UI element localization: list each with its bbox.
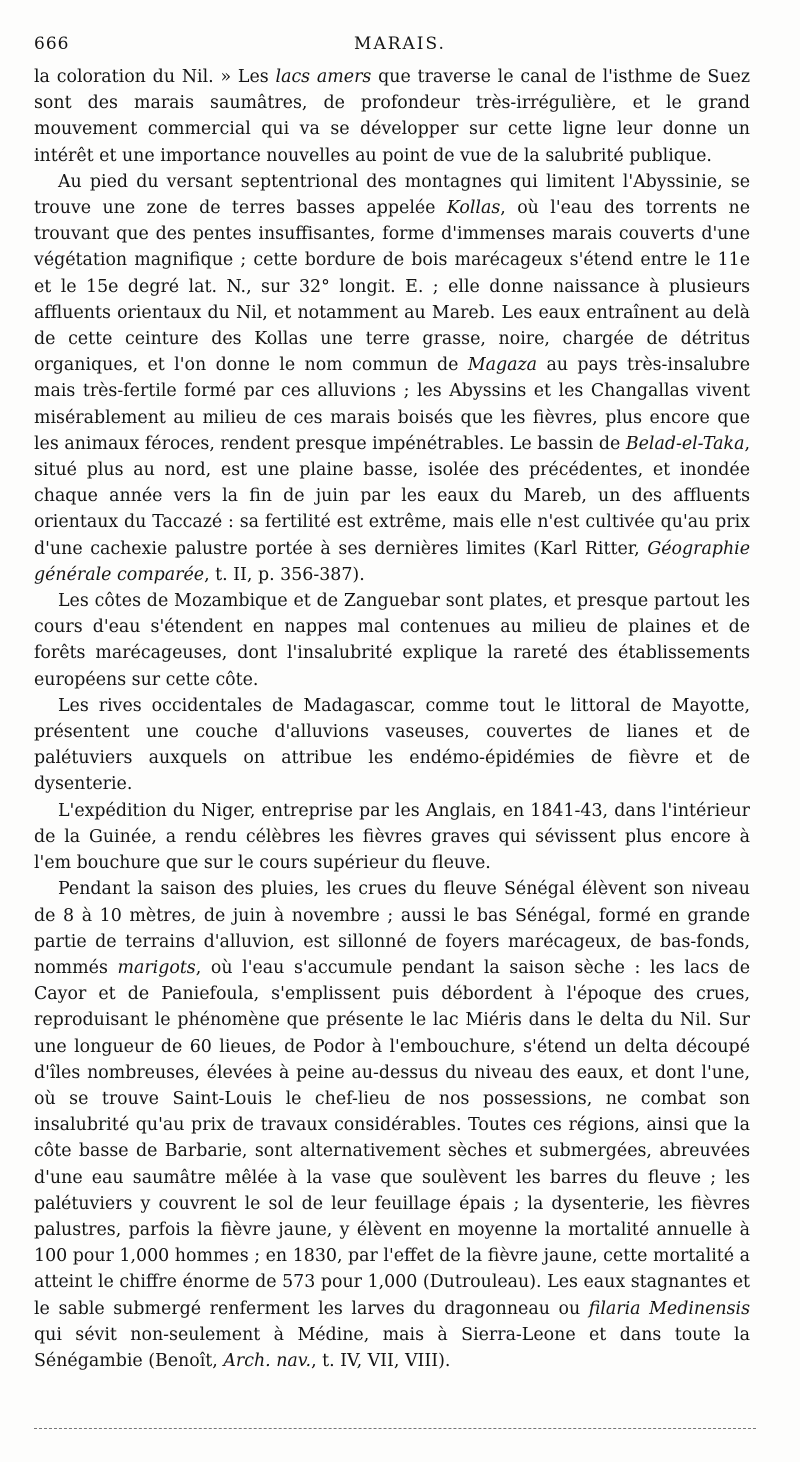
italic-text: Kollas <box>446 198 501 219</box>
text-run: , t. IV, VII, VIII). <box>311 1350 451 1371</box>
running-title: MARAIS. <box>354 34 446 54</box>
italic-text: Belad-el-Taka <box>625 433 745 454</box>
italic-text: Géographie générale comparée <box>34 538 750 585</box>
text-run: , situé plus au nord, est une plaine basse, isolée des précédentes, et inondée chaque année vers la fin de juin par les eaux du Mareb, un des affluents orientaux du Taccazé : sa fertilité est extrême, mais elle n'est cultivée qu'au prix d'une cachexie palustre portée à ses dernières limites (Karl Ritter, <box>34 433 750 559</box>
paragraph <box>34 64 750 169</box>
paragraph <box>34 588 750 693</box>
page-header <box>34 34 754 62</box>
italic-text: marigots <box>117 957 196 978</box>
text-run: que traverse le canal de l'isthme de Suez sont des marais saumâtres, de profondeur très-irrégulière, et le grand mouvement commercial qui va se développer sur cette ligne leur donne un intérêt et une importance nouvelles au point de vue de la salubrité publique. <box>34 67 750 166</box>
text-run: Les rives occidentales de Madagascar, comme tout le littoral de Mayotte, présentent une couche d'alluvions vaseuses, couvertes de lianes et de palétuviers auxquels on attribue les endémo-épidémies de fièvre et de dysenterie. <box>34 695 750 795</box>
text-run: , où l'eau s'accumule pendant la saison sèche : les lacs de Cayor et de Paniefoula, s'emplissent puis débordent à l'époque des crues, reproduisant le phénomène que présente le lac Miéris dans le delta du Nil. Sur une longueur de 60 lieues, de Podor à l'embouchure, s'étend un delta découpé d'îles nombreuses, élevées à peine au-dessus du niveau des eaux, et dont l'une, où se trouve Saint-Louis le chef-lieu de nos possessions, ne combat son insalubrité qu'au prix de travaux considérables. Toutes ces régions, ainsi que la côte basse de Barbarie, sont alternativement sèches et submergées, abreuvées d'une eau saumâtre mêlée à la vase que soulèvent les barres du fleuve ; les palétuviers y couvrent le sol de leur feuillage épais ; la dysenterie, les fièvres palustres, parfois la fièvre jaune, y élèvent en moyenne la mortalité annuelle à 100 pour 1,000 hommes ; en 1830, par l'effet de la fièvre jaune, cette mortalité a atteint le chiffre énorme de 573 pour 1,000 (Dutrouleau). Les eaux stagnantes et le sable submergé renferment les larves du dragonneau ou <box>34 957 750 1319</box>
text-run: Pendant la saison des pluies, les crues du fleuve Sénégal élèvent son niveau de 8 à 10 mètres, de juin à novembre ; aussi le bas Sénégal, formé en grande partie de terrains d'alluvion, est sillonné de foyers marécageux, de bas-fonds, nommés <box>34 879 750 978</box>
text-run: la coloration du Nil. » Les <box>34 67 276 87</box>
italic-text: Arch. nav. <box>223 1350 312 1371</box>
page-number: 666 <box>34 34 70 54</box>
text-run: , t. II, p. 356-387). <box>204 564 365 585</box>
text-run: , où l'eau des torrents ne trouvant que des pentes insuffisantes, forme d'immenses marais couverts d'une végétation magnifique ; cette bordure de bois marécageux s'étend entre le 11e et le 15e degré lat. N., sur 32° longit. E. ; elle donne naissance à plusieurs affluents orientaux du Nil, et notamment au Mareb. Les eaux entraînent au delà de cette ceinture des Kollas une terre grasse, noire, chargée de détritus organiques, et l'on donne le nom commun de <box>34 198 750 376</box>
paragraph <box>34 169 750 588</box>
text-run: Les côtes de Mozambique et de Zanguebar sont plates, et presque partout les cours d'eau s'étendent en nappes mal contenues au milieu de plaines et de forêts marécageuses, dont l'insalubrité explique la rareté des établissements européens sur cette côte. <box>34 591 750 690</box>
text-run: qui sévit non-seulement à Médine, mais à Sierra-Leone et dans toute la Sénégambie (Benoît, <box>34 1324 750 1371</box>
italic-text: filaria Medinensis <box>588 1298 750 1319</box>
paragraph <box>34 876 750 1374</box>
footer-rule <box>34 1428 756 1429</box>
text-run: L'expédition du Niger, entreprise par les Anglais, en 1841-43, dans l'intérieur de la Guinée, a rendu célèbres les fièvres graves qui sévissent plus encore à l'em bouchure que sur le cours supérieur du fleuve. <box>34 800 750 874</box>
body-text <box>34 64 750 1374</box>
italic-text: Magaza <box>467 355 538 376</box>
text-run: Au pied du versant septentrional des montagnes qui limitent l'Abyssinie, se trouve une zone de terres basses appelée <box>34 171 750 219</box>
italic-text: lacs amers <box>275 67 372 87</box>
text-run: au pays très-insalubre mais très-fertile formé par ces alluvions ; les Abyssins et les Changallas vivent misérablement au milieu de ces marais boisés que les fièvres, plus encore que les animaux féroces, rendent presque impénétrables. Le bassin de <box>34 355 750 454</box>
paragraph <box>34 798 750 877</box>
paragraph <box>34 693 750 798</box>
